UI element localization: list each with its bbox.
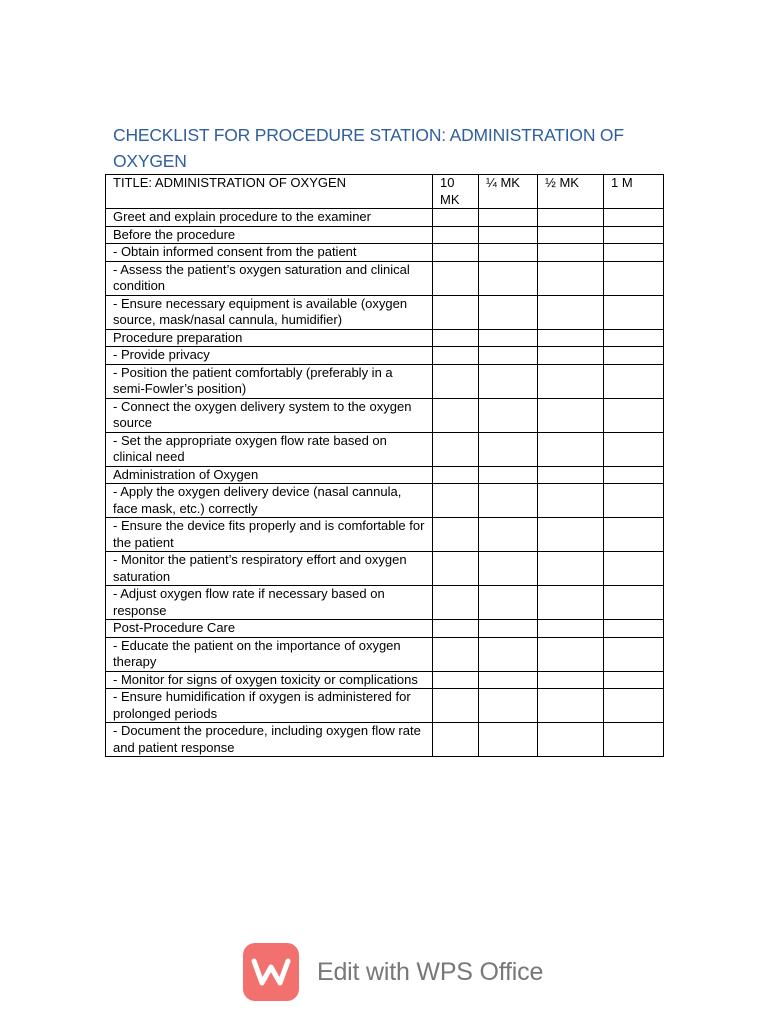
score-10-mk-cell [433,723,479,757]
score-quarter-mk-cell [479,261,538,295]
task-cell: - Monitor for signs of oxygen toxicity or complications [106,671,433,689]
task-cell: - Ensure the device fits properly and is comfortable for the patient [106,518,433,552]
score-1-m-cell [604,226,664,244]
score-10-mk-cell [433,347,479,365]
score-half-mk-cell [538,620,604,638]
score-half-mk-cell [538,466,604,484]
header-10-mk: 10 MK [433,175,479,209]
score-half-mk-cell [538,261,604,295]
task-cell: - Adjust oxygen flow rate if necessary based on response [106,586,433,620]
task-cell: - Ensure necessary equipment is available (oxygen source, mask/nasal cannula, humidifier) [106,295,433,329]
score-half-mk-cell [538,432,604,466]
score-1-m-cell [604,329,664,347]
table-row [106,329,664,347]
task-cell: Procedure preparation [106,329,433,347]
table-row [106,432,664,466]
task-cell: - Apply the oxygen delivery device (nasal cannula, face mask, etc.) correctly [106,484,433,518]
score-1-m-cell [604,637,664,671]
score-10-mk-cell [433,209,479,227]
score-10-mk-cell [433,586,479,620]
score-half-mk-cell [538,209,604,227]
score-10-mk-cell [433,620,479,638]
wps-office-banner[interactable] [243,943,543,1001]
task-cell: - Provide privacy [106,347,433,365]
score-quarter-mk-cell [479,466,538,484]
checklist-table [105,174,664,757]
score-quarter-mk-cell [479,689,538,723]
score-1-m-cell [604,295,664,329]
score-half-mk-cell [538,329,604,347]
score-half-mk-cell [538,226,604,244]
table-row [106,466,664,484]
score-quarter-mk-cell [479,364,538,398]
score-10-mk-cell [433,484,479,518]
score-10-mk-cell [433,466,479,484]
score-10-mk-cell [433,329,479,347]
score-half-mk-cell [538,586,604,620]
score-1-m-cell [604,484,664,518]
score-10-mk-cell [433,295,479,329]
task-cell: - Set the appropriate oxygen flow rate based on clinical need [106,432,433,466]
score-half-mk-cell [538,689,604,723]
score-half-mk-cell [538,484,604,518]
score-10-mk-cell [433,552,479,586]
score-1-m-cell [604,620,664,638]
table-row [106,244,664,262]
task-cell: - Document the procedure, including oxygen flow rate and patient response [106,723,433,757]
score-10-mk-cell [433,689,479,723]
score-half-mk-cell [538,518,604,552]
header-quarter-mk: ¼ MK [479,175,538,209]
score-quarter-mk-cell [479,209,538,227]
score-10-mk-cell [433,226,479,244]
score-half-mk-cell [538,244,604,262]
score-quarter-mk-cell [479,586,538,620]
table-row [106,723,664,757]
wps-office-logo-icon[interactable] [243,943,299,1001]
score-quarter-mk-cell [479,552,538,586]
score-1-m-cell [604,432,664,466]
table-row [106,689,664,723]
score-1-m-cell [604,209,664,227]
task-cell: Administration of Oxygen [106,466,433,484]
score-1-m-cell [604,723,664,757]
table-row [106,398,664,432]
header-1-m: 1 M [604,175,664,209]
table-row [106,586,664,620]
score-10-mk-cell [433,518,479,552]
score-1-m-cell [604,261,664,295]
score-half-mk-cell [538,637,604,671]
score-1-m-cell [604,689,664,723]
score-quarter-mk-cell [479,637,538,671]
task-cell: Post-Procedure Care [106,620,433,638]
score-quarter-mk-cell [479,432,538,466]
table-row [106,209,664,227]
table-row [106,552,664,586]
score-10-mk-cell [433,261,479,295]
score-1-m-cell [604,671,664,689]
score-1-m-cell [604,466,664,484]
score-half-mk-cell [538,723,604,757]
score-1-m-cell [604,518,664,552]
score-half-mk-cell [538,671,604,689]
score-10-mk-cell [433,364,479,398]
checklist-body [106,175,664,757]
table-header-row [106,175,664,209]
header-half-mk: ½ MK [538,175,604,209]
task-cell: - Educate the patient on the importance of oxygen therapy [106,637,433,671]
score-half-mk-cell [538,398,604,432]
score-quarter-mk-cell [479,620,538,638]
table-row [106,347,664,365]
score-half-mk-cell [538,295,604,329]
wps-office-label[interactable]: Edit with WPS Office [317,957,544,986]
header-task: TITLE: ADMINISTRATION OF OXYGEN [106,175,433,209]
score-10-mk-cell [433,244,479,262]
task-cell: - Ensure humidification if oxygen is administered for prolonged periods [106,689,433,723]
score-1-m-cell [604,364,664,398]
task-cell: - Position the patient comfortably (preferably in a semi-Fowler’s position) [106,364,433,398]
score-quarter-mk-cell [479,295,538,329]
task-cell: - Obtain informed consent from the patient [106,244,433,262]
score-quarter-mk-cell [479,723,538,757]
score-quarter-mk-cell [479,518,538,552]
score-quarter-mk-cell [479,398,538,432]
score-half-mk-cell [538,364,604,398]
table-row [106,295,664,329]
table-row [106,364,664,398]
score-quarter-mk-cell [479,329,538,347]
score-1-m-cell [604,398,664,432]
score-1-m-cell [604,552,664,586]
score-10-mk-cell [433,637,479,671]
score-1-m-cell [604,244,664,262]
score-quarter-mk-cell [479,347,538,365]
table-row [106,620,664,638]
score-10-mk-cell [433,432,479,466]
score-1-m-cell [604,347,664,365]
task-cell: - Assess the patient’s oxygen saturation and clinical condition [106,261,433,295]
score-10-mk-cell [433,671,479,689]
score-quarter-mk-cell [479,671,538,689]
table-row [106,637,664,671]
task-cell: - Connect the oxygen delivery system to the oxygen source [106,398,433,432]
document-title: CHECKLIST FOR PROCEDURE STATION: ADMINISTRATION OF OXYGEN [113,125,624,171]
score-half-mk-cell [538,347,604,365]
score-half-mk-cell [538,552,604,586]
table-row [106,261,664,295]
table-row [106,484,664,518]
table-row [106,671,664,689]
score-quarter-mk-cell [479,226,538,244]
score-10-mk-cell [433,398,479,432]
score-quarter-mk-cell [479,484,538,518]
table-row [106,518,664,552]
score-quarter-mk-cell [479,244,538,262]
table-row [106,226,664,244]
task-cell: Greet and explain procedure to the examiner [106,209,433,227]
task-cell: - Monitor the patient’s respiratory effort and oxygen saturation [106,552,433,586]
score-1-m-cell [604,586,664,620]
task-cell: Before the procedure [106,226,433,244]
